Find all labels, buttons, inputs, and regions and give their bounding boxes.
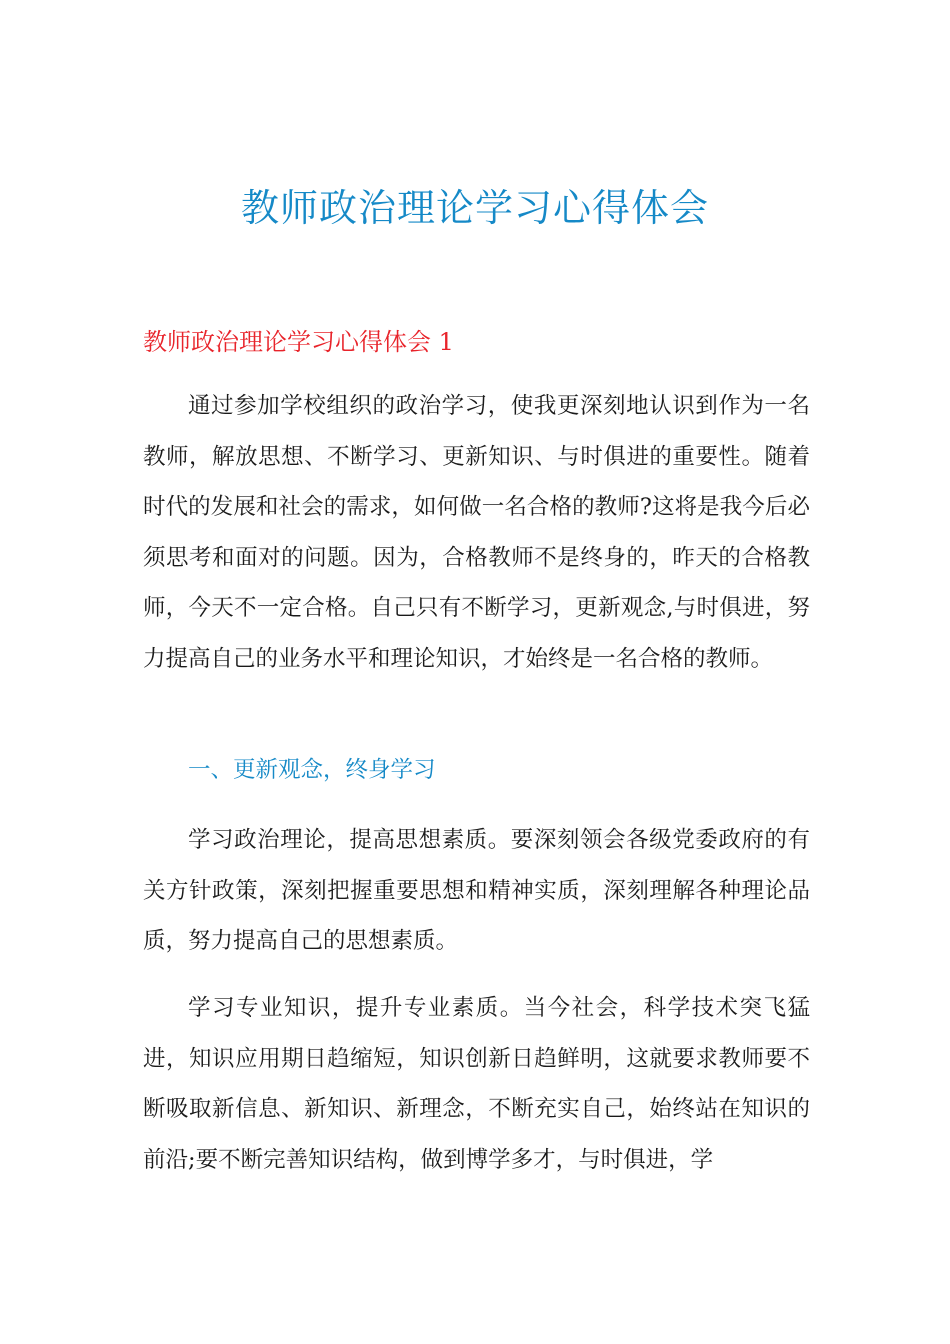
document-title: 教师政治理论学习心得体会 [240, 186, 709, 230]
sub-heading-1: 一、更新观念，终身学习 [188, 757, 436, 783]
body-paragraph-1: 通过参加学校组织的政治学习，使我更深刻地认识到作为一名教师，解放思想、不断学习、更新知识、与时俱进的重要性。随着时代的发展和社会的需求，如何做一名合格的教师?这将是我今后必须思考和面对的问题。因为，合格教师不是终身的，昨天的合格教师，今天不一定合格。自己只有不断学习，更新观念,与时俱进，努力提高自己的业务水平和理论知识，才始终是一名合格的教师。 [143, 393, 810, 672]
body-paragraph-2: 学习政治理论，提高思想素质。要深刻领会各级党委政府的有关方针政策，深刻把握重要思想和精神实质，深刻理解各种理论品质，努力提高自己的思想素质。 [143, 827, 810, 954]
section-heading: 教师政治理论学习心得体会 1 [143, 328, 454, 356]
body-paragraph-3: 学习专业知识，提升专业素质。当今社会，科学技术突飞猛进，知识应用期日趋缩短，知识创新日趋鲜明，这就要求教师要不断吸取新信息、新知识、新理念，不断充实自己，始终站在知识的前沿;要不断完善知识结构，做到博学多才，与时俱进，学 [143, 995, 810, 1173]
